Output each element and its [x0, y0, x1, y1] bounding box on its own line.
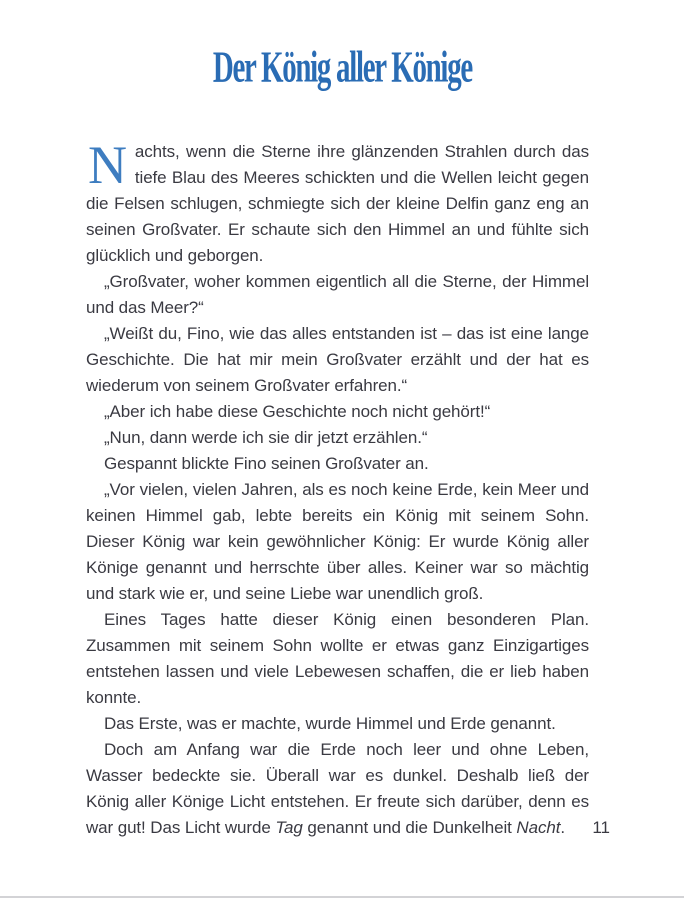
- text-segment: genannt und die Dunkelheit: [302, 818, 517, 837]
- text-segment: Doch am Anfang war die Erde noch leer und ohne Leben, Wasser bedeckte sie. Überall war es dunkel. Deshalb ließ der König aller Könige Licht entstehen. Er freute sich darüber, denn es war gut! Das Licht wurde: [86, 740, 589, 837]
- page-number: 11: [592, 818, 610, 837]
- text-segment: „Aber ich habe diese Geschichte noch nicht gehört!“: [104, 402, 491, 421]
- text-segment: .: [560, 818, 565, 837]
- text-segment: „Großvater, woher kommen eigentlich all die Sterne, der Himmel und das Meer?“: [86, 272, 589, 317]
- text-segment: Gespannt blickte Fino seinen Großvater an.: [104, 454, 429, 473]
- paragraph: [86, 607, 589, 711]
- text-segment: „Vor vielen, vielen Jahren, als es noch keine Erde, kein Meer und keinen Himmel gab, lebte bereits ein König mit seinem Sohn. Dieser König war kein gewöhnlicher König: Er wurde König aller Könige genannt und herrschte über alles. Keiner war so mächtig und stark wie er, und seine Liebe war unendlich groß.: [86, 480, 589, 603]
- paragraph: [86, 135, 589, 269]
- text-segment: Eines Tages hatte dieser König einen besonderen Plan. Zusammen mit seinem Sohn wollte er etwas ganz Einzigartiges entstehen lassen und viele Lebewesen schaffen, die er lieb haben konnte.: [86, 610, 589, 707]
- paragraph: [86, 399, 589, 425]
- emphasized-word: Nacht: [516, 818, 561, 837]
- paragraph: [86, 451, 589, 477]
- chapter-title-text: Der König aller Könige: [212, 44, 472, 93]
- text-segment: „Weißt du, Fino, wie das alles entstanden ist – das ist eine lange Geschichte. Die hat mir mein Großvater erzählt und der hat es wiederum von seinem Großvater erfahren.“: [86, 324, 589, 395]
- paragraph: [86, 321, 589, 399]
- paragraph: [86, 425, 589, 451]
- emphasized-word: Tag: [275, 818, 303, 837]
- chapter-title: [0, 44, 684, 93]
- text-segment: Das Erste, was er machte, wurde Himmel und Erde genannt.: [104, 714, 556, 733]
- text-block: [86, 135, 589, 841]
- page-bottom-edge: [0, 896, 684, 898]
- drop-cap: N: [88, 135, 127, 195]
- text-segment: achts, wenn die Sterne ihre glänzenden Strahlen durch das tiefe Blau des Meeres schickten und die Wellen leicht gegen die Felsen schlugen, schmiegte sich der kleine Delfin ganz eng an seinen Großvater. Er schaute sich den Himmel an und fühlte sich glücklich und geborgen.: [86, 142, 589, 265]
- text-segment: „Nun, dann werde ich sie dir jetzt erzählen.“: [104, 428, 428, 447]
- paragraph: [86, 737, 589, 841]
- paragraph: [86, 477, 589, 607]
- paragraph: [86, 269, 589, 321]
- paragraph: [86, 711, 589, 737]
